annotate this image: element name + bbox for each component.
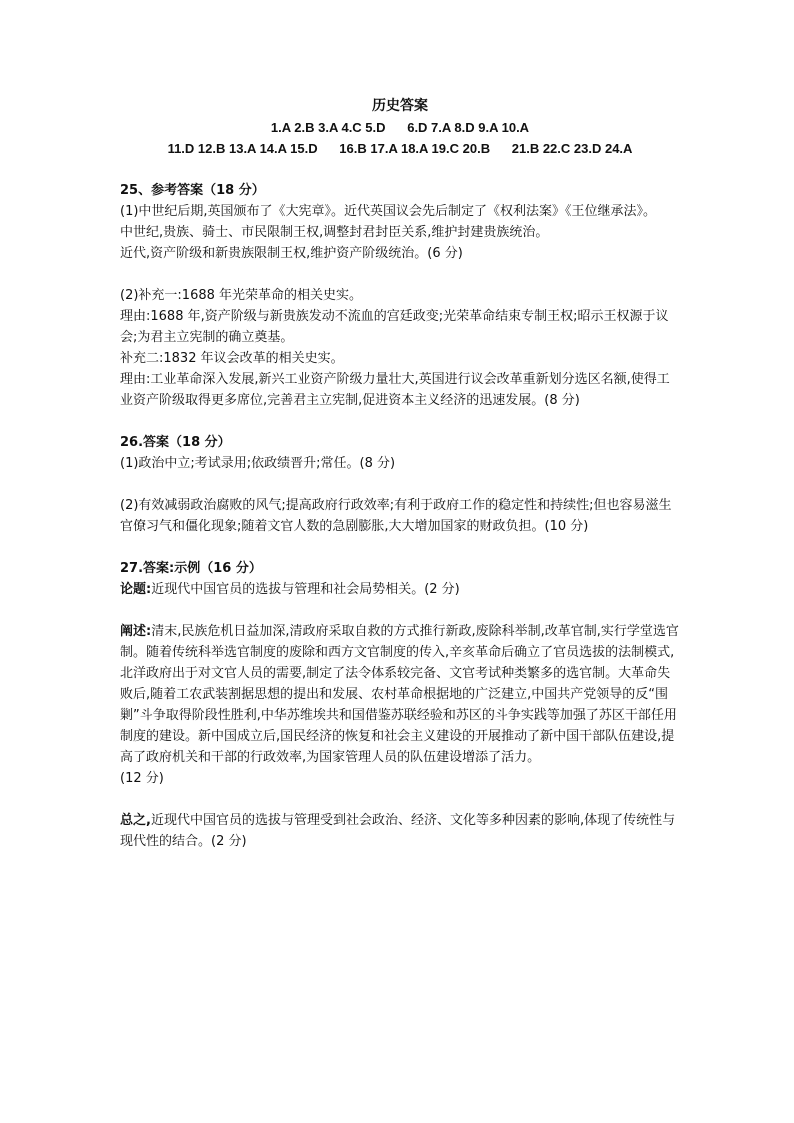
question-27-heading: 27.答案:示例（16 分） xyxy=(120,561,262,576)
question-25-paragraph-3: 近代,资产阶级和新贵族限制王权,维护资产阶级统治。(6 分) xyxy=(120,246,463,261)
answer-sheet xyxy=(120,96,680,852)
summary-text: 近现代中国官员的选拔与管理受到社会政治、经济、文化等多种因素的影响,体现了传统性与现代性的结合。(2 分) xyxy=(120,813,676,849)
explanation-text: 清末,民族危机日益加深,清政府采取自救的方式推行新政,废除科举制,改革官制,实行学堂选官制。随着传统科举选官制度的废除和西方文官制度的传入,辛亥革命后确立了官员选拔的法制模式,北洋政府出于对文官人员的需要,制定了法令体系较完备、文官考试种类繁多的选官制。大革命失败后,随着工农武装割据思想的提出和发展、农村革命根据地的广泛建立,中国共产党领导的反“围剿”斗争取得阶段性胜利,中华苏维埃共和国借鉴苏联经验和苏区的斗争实践等加强了苏区干部任用制度的建设。新中国成立后,国民经济的恢复和社会主义建设的开展推动了新中国干部队伍建设,提高了政府机关和干部的行政效率,为国家管理人员的队伍建设增添了活力。 xyxy=(120,624,679,765)
question-27-explanation-score: (12 分) xyxy=(120,771,164,786)
summary-label: 总之, xyxy=(120,813,151,828)
explanation-label: 阐述: xyxy=(120,624,152,639)
question-25-paragraph-1: (1)中世纪后期,英国颁布了《大宪章》。近代英国议会先后制定了《权利法案》《王位继承法》。 xyxy=(120,204,657,219)
spacer xyxy=(120,789,680,810)
question-27-summary xyxy=(120,810,680,852)
question-27-thesis xyxy=(120,579,680,600)
choice-answers-row-1: 1.A 2.B 3.A 4.C 5.D 6.D 7.A 8.D 9.A 10.A xyxy=(270,120,530,135)
choice-answers-row-2: 11.D 12.B 13.A 14.A 15.D 16.B 17.A 18.A 19.C 20.B 21.B 22.C 23.D 24.A xyxy=(167,141,633,156)
question-26 xyxy=(120,432,680,537)
question-25-paragraph-4: (2)补充一:1688 年光荣革命的相关史实。 xyxy=(120,288,363,303)
question-26-paragraph-1: (1)政治中立;考试录用;依政绩晋升;常任。(8 分) xyxy=(120,456,396,471)
question-26-heading: 26.答案（18 分） xyxy=(120,435,231,450)
question-26-paragraph-2: (2)有效减弱政治腐败的风气;提高政府行政效率;有利于政府工作的稳定性和持续性;但也容易滋生官僚习气和僵化现象;随着文官人数的急剧膨胀,大大增加国家的财政负担。(10 分) xyxy=(120,498,672,534)
thesis-label: 论题: xyxy=(120,582,152,597)
question-25 xyxy=(120,180,680,411)
question-27-explanation xyxy=(120,621,680,768)
question-25-paragraph-2: 中世纪,贵族、骑士、市民限制王权,调整封君封臣关系,维护封建贵族统治。 xyxy=(120,225,549,240)
question-25-paragraph-6: 补充二:1832 年议会改革的相关史实。 xyxy=(120,351,344,366)
spacer xyxy=(120,474,680,495)
document-title: 历史答案 xyxy=(372,98,428,114)
question-27 xyxy=(120,558,680,852)
question-25-paragraph-5: 理由:1688 年,资产阶级与新贵族发动不流血的宫廷政变;光荣革命结束专制王权;昭示王权源于议会;为君主立宪制的确立奠基。 xyxy=(120,309,669,345)
question-25-heading: 25、参考答案（18 分） xyxy=(120,183,265,198)
thesis-text: 近现代中国官员的选拔与管理和社会局势相关。(2 分) xyxy=(151,582,460,597)
spacer xyxy=(120,264,680,285)
question-25-paragraph-7: 理由:工业革命深入发展,新兴工业资产阶级力量壮大,英国进行议会改革重新划分选区名额,使得工业资产阶级取得更多席位,完善君主立宪制,促进资本主义经济的迅速发展。(8 分) xyxy=(120,372,670,408)
spacer xyxy=(120,600,680,621)
